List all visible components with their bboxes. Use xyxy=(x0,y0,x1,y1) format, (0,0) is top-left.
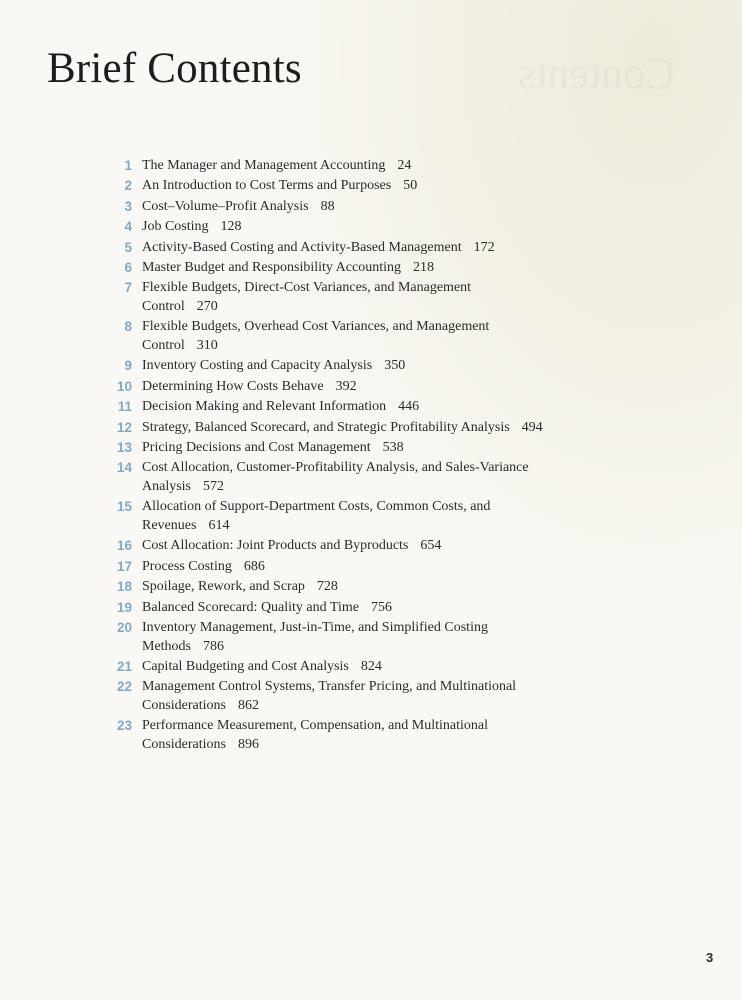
chapter-title-continued xyxy=(142,735,259,754)
chapter-number: 14 xyxy=(116,460,132,476)
chapter-title-text: Cost Allocation: Joint Products and Byproducts xyxy=(142,538,409,554)
chapter-title xyxy=(142,598,392,617)
chapter-page-number: 172 xyxy=(473,239,495,255)
page-title: Brief Contents xyxy=(47,45,302,92)
chapter-title xyxy=(142,238,495,257)
chapter-page-number: 50 xyxy=(403,178,418,194)
chapter-number: 21 xyxy=(116,659,132,674)
chapter-title-continued xyxy=(142,516,229,535)
chapter-title xyxy=(142,497,490,516)
chapter-title xyxy=(142,197,335,216)
chapter-title-text: Cost Allocation, Customer-Profitability Analysis, and Sales-Variance xyxy=(142,460,529,476)
chapter-page-number: 270 xyxy=(196,299,218,315)
chapter-page-number: 350 xyxy=(384,358,406,374)
chapter-number: 20 xyxy=(116,620,132,635)
chapter-title-continued xyxy=(142,477,224,496)
chapter-title-text: Flexible Budgets, Overhead Cost Variances, and Management xyxy=(142,319,490,335)
chapter-title xyxy=(142,716,488,735)
chapter-page-number: 538 xyxy=(382,440,404,455)
chapter-title xyxy=(142,458,529,477)
chapter-title-text: The Manager and Management Accounting xyxy=(142,158,386,173)
chapter-number: 7 xyxy=(124,280,132,296)
chapter-title-text: Process Costing xyxy=(142,558,232,574)
chapter-title xyxy=(142,677,516,696)
chapter-title-text: Balanced Scorecard: Quality and Time xyxy=(142,599,359,615)
chapter-title xyxy=(142,176,417,195)
chapter-title xyxy=(142,438,404,457)
chapter-number: 9 xyxy=(124,358,132,374)
chapter-title-text: An Introduction to Cost Terms and Purposes xyxy=(142,178,392,194)
chapter-title-text: Master Budget and Responsibility Accounting xyxy=(142,260,401,275)
chapter-number: 15 xyxy=(116,499,132,515)
chapter-page-number: 446 xyxy=(398,399,420,415)
chapter-number: 4 xyxy=(124,219,132,235)
chapter-title-text: Inventory Costing and Capacity Analysis xyxy=(142,358,373,374)
chapter-title-continued xyxy=(142,297,218,316)
chapter-title-text: Management Control Systems, Transfer Pricing, and Multinational xyxy=(142,679,517,695)
chapter-title-text: Allocation of Support-Department Costs, Common Costs, and xyxy=(142,499,491,515)
chapter-page-number: 310 xyxy=(196,338,218,354)
chapter-number: 1 xyxy=(124,158,132,173)
chapter-number: 8 xyxy=(124,319,132,335)
chapter-title-text: Inventory Management, Just-in-Time, and Simplified Costing xyxy=(142,620,488,635)
chapter-title xyxy=(142,577,338,596)
chapter-title xyxy=(142,258,434,277)
chapter-title xyxy=(142,557,265,576)
chapter-title-text: Flexible Budgets, Direct-Cost Variances, and Management xyxy=(142,280,472,296)
chapter-number: 12 xyxy=(116,419,132,435)
chapter-number: 6 xyxy=(124,260,132,275)
chapter-title xyxy=(142,217,242,236)
chapter-title-continued xyxy=(142,637,224,656)
chapter-title xyxy=(142,618,488,637)
chapter-number: 10 xyxy=(116,378,132,394)
chapter-page-number: 654 xyxy=(420,538,442,554)
page-number: 3 xyxy=(706,950,714,965)
chapter-number: 5 xyxy=(124,239,132,255)
chapter-title-text: Control xyxy=(142,299,185,315)
chapter-number: 11 xyxy=(117,399,132,415)
chapter-number: 18 xyxy=(116,579,132,595)
chapter-title-continued xyxy=(142,696,259,715)
chapter-number: 22 xyxy=(116,679,132,695)
chapter-page-number: 728 xyxy=(316,579,338,595)
chapter-title xyxy=(142,536,441,555)
chapter-page-number: 862 xyxy=(238,698,259,714)
chapter-title xyxy=(142,156,411,175)
chapter-page-number: 686 xyxy=(243,558,265,574)
chapter-number: 16 xyxy=(116,538,132,554)
chapter-title xyxy=(142,317,489,336)
chapter-title-text: Performance Measurement, Compensation, and Multinational xyxy=(142,718,489,734)
chapter-title-text: Considerations xyxy=(142,698,226,714)
chapter-title xyxy=(142,278,471,297)
chapter-title-text: Job Costing xyxy=(142,219,209,235)
chapter-title-text: Capital Budgeting and Cost Analysis xyxy=(142,659,349,674)
chapter-page-number: 218 xyxy=(412,260,434,275)
chapter-number: 17 xyxy=(116,558,132,574)
chapter-page-number: 614 xyxy=(208,518,230,534)
chapter-page-number: 24 xyxy=(397,158,412,173)
chapter-title-text: Strategy, Balanced Scorecard, and Strategic Profitability Analysis xyxy=(142,419,510,435)
chapter-title xyxy=(142,418,543,437)
chapter-page-number: 128 xyxy=(220,219,242,235)
chapter-title-text: Control xyxy=(142,338,185,354)
chapter-title-text: Pricing Decisions and Cost Management xyxy=(142,440,371,455)
chapter-page-number: 896 xyxy=(238,737,259,753)
chapter-title-text: Decision Making and Relevant Information xyxy=(142,399,387,415)
chapter-title xyxy=(142,377,357,396)
chapter-number: 13 xyxy=(116,440,132,455)
chapter-title-text: Cost–Volume–Profit Analysis xyxy=(142,198,309,214)
chapter-title-continued xyxy=(142,336,218,355)
chapter-page-number: 786 xyxy=(203,639,224,654)
chapter-title-text: Revenues xyxy=(142,518,197,534)
chapter-page-number: 824 xyxy=(360,659,382,674)
chapter-page-number: 756 xyxy=(370,599,392,615)
chapter-number: 23 xyxy=(116,718,132,734)
chapter-title xyxy=(142,397,419,416)
chapter-title xyxy=(142,356,405,375)
chapter-number: 19 xyxy=(116,599,132,615)
chapter-number: 3 xyxy=(124,198,132,214)
chapter-page-number: 88 xyxy=(320,198,335,214)
chapter-title-text: Spoilage, Rework, and Scrap xyxy=(142,579,305,595)
chapter-title-text: Activity-Based Costing and Activity-Based Management xyxy=(142,239,462,255)
chapter-title-text: Considerations xyxy=(142,737,226,753)
chapter-page-number: 392 xyxy=(335,378,357,394)
chapter-title-text: Analysis xyxy=(142,479,191,495)
chapter-title xyxy=(142,657,382,676)
chapter-title-text: Determining How Costs Behave xyxy=(142,378,324,394)
chapter-title-text: Methods xyxy=(142,639,191,654)
chapter-page-number: 494 xyxy=(521,419,543,435)
chapter-number: 2 xyxy=(124,178,132,194)
bleed-through-text: Contents xyxy=(518,49,675,98)
chapter-page-number: 572 xyxy=(203,479,224,495)
